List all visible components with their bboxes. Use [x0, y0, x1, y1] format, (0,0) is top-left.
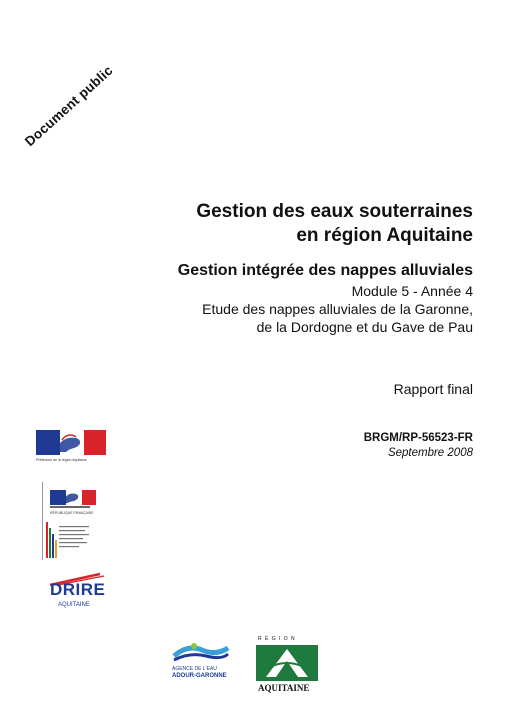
region-aquitaine-emblem-icon — [256, 645, 318, 681]
report-reference: BRGM/RP-56523-FR — [363, 432, 473, 444]
report-title-line1: Gestion des eaux souterraines — [196, 201, 473, 222]
document-public-stamp: Document public — [22, 62, 116, 150]
drire-logo — [48, 572, 108, 612]
subtitle-line4: de la Dordogne et du Gave de Pau — [256, 319, 473, 335]
drire-subtitle: AQUITAINE — [58, 602, 90, 608]
agence-eau-wave-icon — [170, 640, 230, 662]
ministere-caption: RÉPUBLIQUE FRANÇAISE — [50, 511, 94, 515]
prefecture-caption: Préfecture de la région Aquitaine — [36, 458, 87, 462]
ministere-logo — [42, 482, 104, 562]
report-date: Septembre 2008 — [387, 447, 473, 459]
agence-eau-logo — [170, 640, 230, 692]
report-type: Rapport final — [393, 381, 473, 397]
marianne-flag-icon — [36, 430, 110, 458]
region-aquitaine-logo — [256, 636, 320, 696]
drire-wordmark: DRIRE — [50, 580, 106, 599]
ministere-marianne-icon — [42, 482, 104, 562]
region-label: R É G I O N — [258, 636, 296, 642]
subtitle-line2: Module 5 - Année 4 — [351, 283, 473, 299]
prefecture-logo — [36, 430, 110, 470]
subtitle-line1: Gestion intégrée des nappes alluviales — [177, 262, 473, 279]
report-title-line2: en région Aquitaine — [296, 225, 473, 246]
region-name: AQUITAINE — [258, 683, 310, 693]
subtitle-line3: Etude des nappes alluviales de la Garonne, — [202, 301, 473, 317]
agence-eau-line1: AGENCE DE L'EAU — [172, 666, 217, 672]
agence-eau-line2: ADOUR-GARONNE — [172, 673, 227, 679]
